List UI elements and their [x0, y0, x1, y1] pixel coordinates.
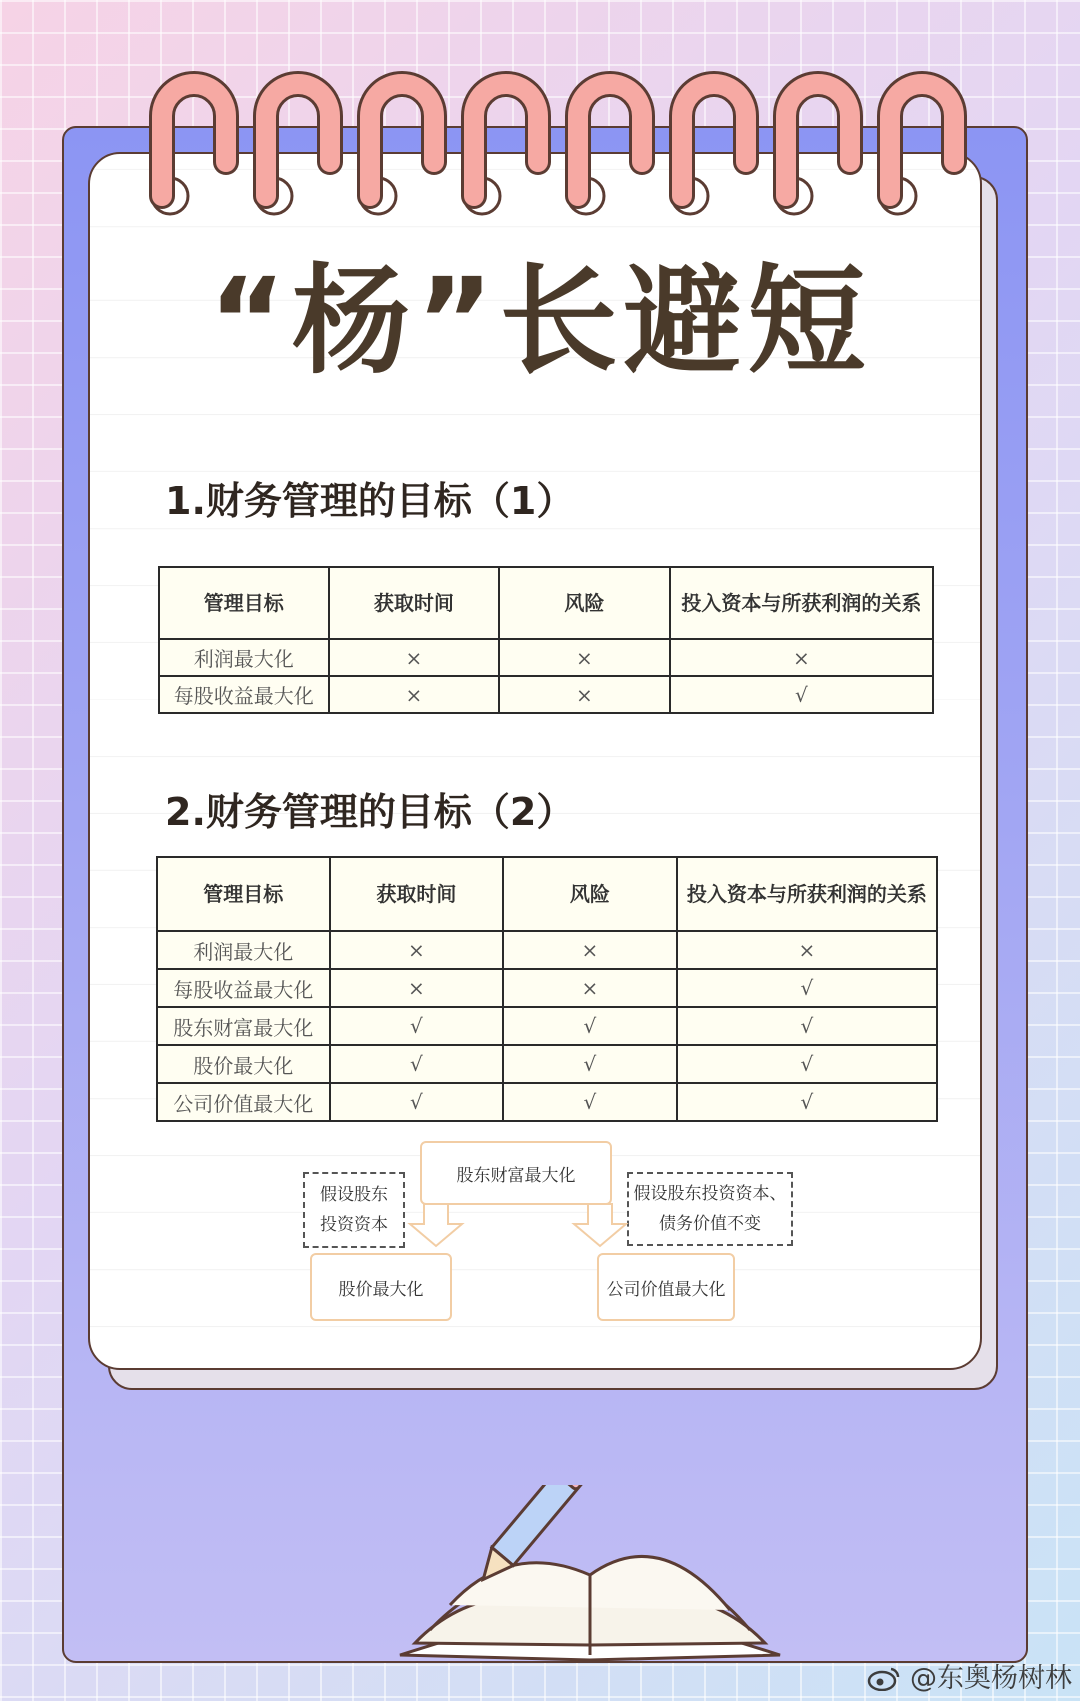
spiral-rings: [0, 70, 1080, 230]
header-goal: 管理目标: [157, 857, 330, 931]
flow-top-box: 股东财富最大化: [420, 1141, 612, 1205]
watermark: [867, 1656, 1072, 1695]
table-row: [159, 639, 933, 676]
risk-cell: √: [503, 1045, 677, 1083]
table-row: [159, 676, 933, 713]
table-header-row: [159, 567, 933, 639]
page-title: “杨”长避短: [208, 252, 872, 390]
time-cell: ×: [330, 969, 504, 1007]
goal-cell: 每股收益最大化: [159, 676, 329, 713]
capital-cell: √: [677, 1045, 937, 1083]
risk-cell: √: [503, 1007, 677, 1045]
capital-cell: ×: [670, 639, 933, 676]
assumption-line: 投资资本: [320, 1215, 388, 1235]
risk-cell: ×: [499, 639, 670, 676]
time-cell: √: [330, 1045, 504, 1083]
time-cell: √: [330, 1007, 504, 1045]
header-capital: 投入资本与所获利润的关系: [677, 857, 937, 931]
header-risk: 风险: [503, 857, 677, 931]
header-goal: 管理目标: [159, 567, 329, 639]
goal-cell: 利润最大化: [159, 639, 329, 676]
table-row: [157, 931, 937, 969]
assumption-line: 债务价值不变: [659, 1214, 761, 1234]
risk-cell: √: [503, 1083, 677, 1121]
weibo-logo-icon: [867, 1665, 901, 1691]
goal-cell: 股价最大化: [157, 1045, 330, 1083]
goal-cell: 公司价值最大化: [157, 1083, 330, 1121]
risk-cell: ×: [503, 931, 677, 969]
goal-cell: 股东财富最大化: [157, 1007, 330, 1045]
flow-arrows: [400, 1180, 660, 1250]
flow-left-result-box: 股价最大化: [310, 1253, 452, 1321]
header-risk: 风险: [499, 567, 670, 639]
assumption-line: 假设股东: [320, 1185, 388, 1205]
table-header-row: [157, 857, 937, 931]
header-time: 获取时间: [329, 567, 500, 639]
table-row: [157, 1083, 937, 1121]
time-cell: √: [330, 1083, 504, 1121]
capital-cell: √: [670, 676, 933, 713]
assumption-line: 假设股东投资资本、: [633, 1184, 787, 1204]
risk-cell: ×: [499, 676, 670, 713]
goal-table-2: [156, 856, 938, 1122]
table-row: [157, 969, 937, 1007]
time-cell: ×: [330, 931, 504, 969]
time-cell: ×: [329, 676, 500, 713]
header-capital: 投入资本与所获利润的关系: [670, 567, 933, 639]
time-cell: ×: [329, 639, 500, 676]
right-down-arrow-icon: [574, 1204, 626, 1246]
capital-cell: √: [677, 969, 937, 1007]
capital-cell: √: [677, 1083, 937, 1121]
open-book-pencil-illustration: [360, 1485, 820, 1675]
goal-cell: 利润最大化: [157, 931, 330, 969]
goal-table-1: [158, 566, 934, 714]
flow-left-assumption: [303, 1172, 405, 1248]
table-row: [157, 1045, 937, 1083]
risk-cell: ×: [503, 969, 677, 1007]
capital-cell: ×: [677, 931, 937, 969]
flow-right-result-box: 公司价值最大化: [597, 1253, 735, 1321]
capital-cell: √: [677, 1007, 937, 1045]
section2-heading: 2.财务管理的目标（2）: [165, 790, 575, 834]
table-row: [157, 1007, 937, 1045]
watermark-text: @东奥杨树林: [910, 1663, 1072, 1694]
section1-heading: 1.财务管理的目标（1）: [165, 479, 575, 523]
goal-cell: 每股收益最大化: [157, 969, 330, 1007]
header-time: 获取时间: [330, 857, 504, 931]
left-down-arrow-icon: [410, 1204, 462, 1246]
